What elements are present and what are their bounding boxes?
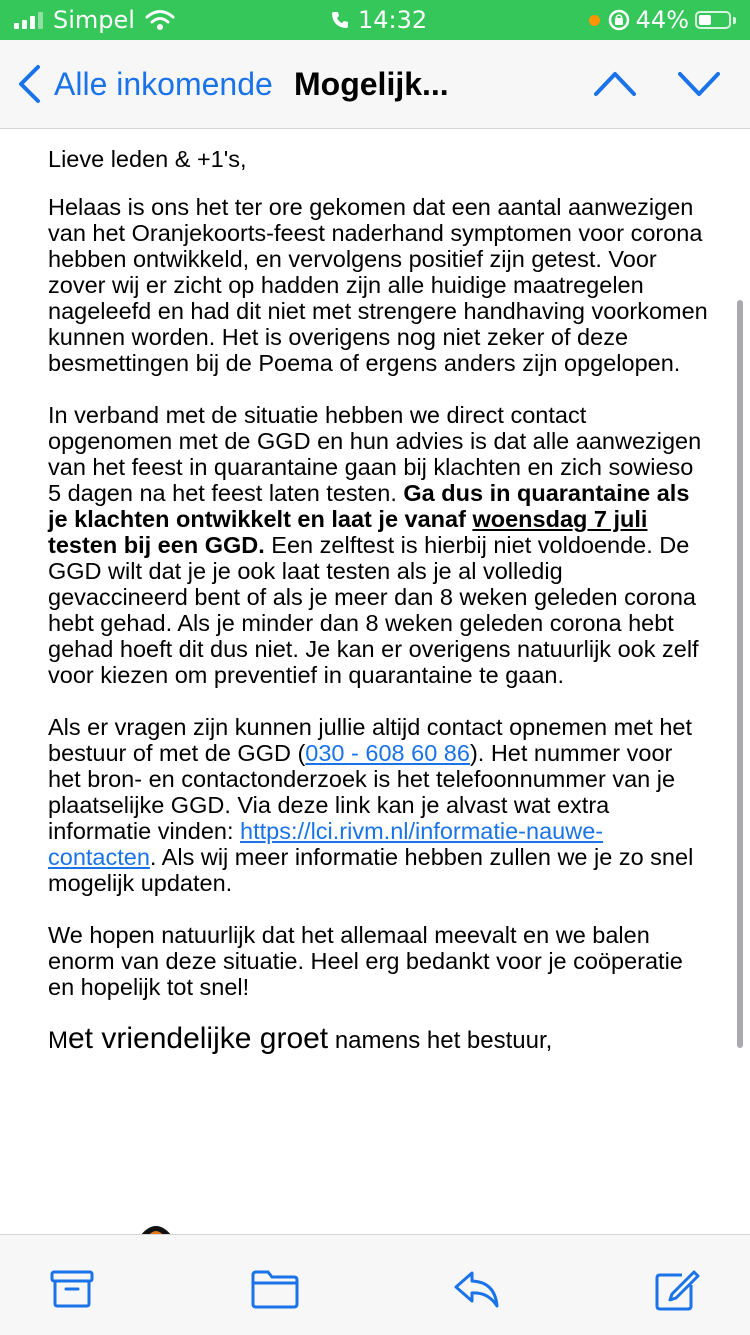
compose-icon [654, 1269, 700, 1311]
mail-paragraph-2 [48, 402, 708, 688]
archive-button[interactable] [50, 1269, 94, 1314]
p2-bold-part-2: testen bij een GGD. [48, 532, 265, 558]
reply-icon [452, 1269, 500, 1309]
scrollbar[interactable] [737, 300, 743, 1048]
test-date: woensdag 7 juli [472, 506, 648, 532]
phone-number-link[interactable]: 030 - 608 60 86 [305, 740, 470, 766]
orange-dot-indicator [589, 15, 600, 26]
signoff-greeting: et vriendelijke groet [68, 1022, 329, 1055]
reply-button[interactable] [452, 1269, 500, 1314]
archive-icon [50, 1269, 94, 1309]
p3-mid: ). Het nummer voor het bron- en contactonderzoek is het telefoonnummer van je plaatselijke GGD. Via deze link kan je alvast wat extra informatie vinden: [48, 740, 676, 844]
p3-end: . Als wij meer informatie hebben zullen we je zo snel mogelijk updaten. [48, 844, 694, 896]
compose-button[interactable] [654, 1269, 700, 1316]
move-to-folder-button[interactable] [250, 1269, 300, 1314]
chevron-up-icon [592, 66, 638, 102]
mail-paragraph-4: We hopen natuurlijk dat het allemaal meevalt en we balen enorm van deze situatie. Heel erg bedankt voor je coöperatie en hopelijk tot snel! [48, 922, 683, 1000]
signoff-sender: namens het bestuur, [328, 1027, 553, 1054]
nav-bar [0, 40, 750, 129]
battery-cap [733, 17, 736, 24]
phone-icon [330, 10, 350, 30]
next-message-button[interactable] [676, 66, 722, 107]
previous-message-button[interactable] [592, 66, 638, 107]
mail-body [48, 146, 708, 1080]
mail-paragraph-1: Helaas is ons het ter ore gekomen dat een aantal aanwezigen van het Oranjekoorts-feest naderhand symptomen voor corona hebben ontwikkeld, en vervolgens positief zijn getest. Voor zover wij er zicht op hadden zijn alle huidige maatregelen nageleefd en had dit niet met strengere handhaving voorkomen kunnen worden. Het is overigens nog niet zeker of deze besmettingen bij de Poema of ergens anders zijn opgelopen. [48, 194, 708, 376]
status-bar [0, 0, 750, 40]
bottom-toolbar [0, 1234, 750, 1335]
battery-percentage: 44% [635, 6, 689, 34]
back-button[interactable] [16, 64, 273, 104]
p3-intro: Als er vragen zijn kunnen jullie altijd contact opnemen met het bestuur of met de GGD ( [48, 714, 693, 766]
status-time: 14:32 [358, 6, 428, 34]
wifi-icon [145, 9, 175, 31]
folder-icon [250, 1269, 300, 1309]
p2-bold-part-1: Ga dus in quarantaine als je klachten ontwikkelt en laat je vanaf [48, 480, 690, 532]
p2-rest: Een zelftest is hierbij niet voldoende. De GGD wilt dat je je ook laat testen als je al volledig gevaccineerd bent of als je meer dan 8 weken geleden corona hebt gehad. Als je minder dan 8 weken geleden corona hebt gehad hoeft dit dus niet. Je kan er overigens natuurlijk ook zelf voor kiezen om preventief in quarantaine te gaan. [48, 532, 699, 688]
back-button-label: Alle inkomende [54, 66, 273, 102]
mail-paragraph-3 [48, 714, 708, 896]
p2-intro: In verband met de situatie hebben we direct contact opgenomen met de GGD en hun advies is dat alle aanwezigen van het feest in quarantaine gaan bij klachten en zich sowieso 5 dagen na het feest laten testen. [48, 402, 702, 506]
mail-greeting: Lieve leden & +1's, [48, 146, 247, 172]
battery-icon [695, 11, 731, 29]
chevron-down-icon [676, 66, 722, 102]
signal-icon [14, 11, 43, 29]
signoff-initial: M [48, 1027, 68, 1054]
orientation-lock-icon [608, 9, 630, 31]
info-url-link[interactable]: https://lci.rivm.nl/informatie-nauwe-contacten [48, 818, 604, 870]
chevron-left-icon [16, 64, 42, 104]
message-subject-title: Mogelijk... [294, 66, 449, 102]
mail-signoff [48, 1022, 708, 1055]
carrier-name: Simpel [53, 6, 135, 34]
